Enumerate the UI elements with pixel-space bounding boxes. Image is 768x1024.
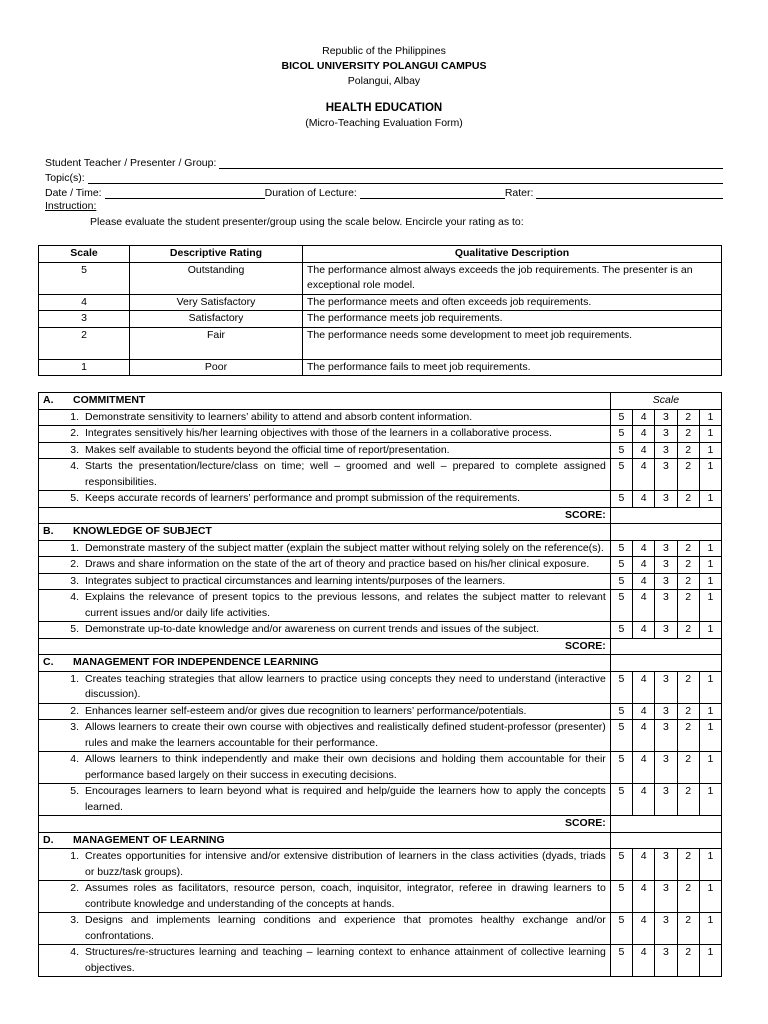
rating-option-3[interactable]: 3 (655, 671, 677, 703)
rating-option-5[interactable]: 5 (610, 573, 632, 590)
scale-row (39, 359, 722, 376)
header-location: Polangui, Albay (347, 75, 421, 87)
rating-option-1[interactable]: 1 (699, 590, 721, 622)
criterion-row (39, 913, 722, 945)
rater-field[interactable] (536, 187, 723, 199)
section-title (39, 832, 611, 849)
rating-option-2[interactable]: 2 (677, 945, 699, 977)
rating-option-2[interactable]: 2 (677, 459, 699, 491)
criterion-number: 1. (70, 541, 79, 554)
section-name: MANAGEMENT FOR INDEPENDENCE LEARNING (73, 656, 319, 668)
student-teacher-label: Student Teacher / Presenter / Group: (45, 157, 217, 169)
rating-option-1[interactable]: 1 (699, 752, 721, 784)
rating-option-4[interactable]: 4 (633, 703, 655, 720)
scale-value: 4 (39, 294, 130, 311)
rating-option-5[interactable]: 5 (610, 752, 632, 784)
form-title: HEALTH EDUCATION (325, 102, 443, 114)
rating-option-4[interactable]: 4 (633, 622, 655, 639)
criterion-description: Draws and share information on the state of the art of theory and practice based on his/her clinical exposure. (85, 558, 590, 570)
section-header-blank (610, 524, 721, 541)
criterion-row (39, 881, 722, 913)
rating-option-4[interactable]: 4 (633, 849, 655, 881)
criterion-number: 3. (70, 914, 79, 926)
section-header-row (39, 655, 722, 672)
rating-col-header: Descriptive Rating (130, 246, 303, 263)
date-time-label: Date / Time: (45, 187, 102, 199)
rating-option-3[interactable]: 3 (655, 459, 677, 491)
instruction-label: Instruction: (45, 200, 97, 212)
criterion-description: Allows learners to create their own course with objectives and realistically defined student-professor (presenter) rules and make the learners accountable for their performance. (85, 721, 606, 749)
scale-rating: Satisfactory (130, 311, 303, 328)
criterion-description: Integrates sensitively his/her learning objectives with those of the learners in a collaborative process. (85, 427, 552, 439)
duration-label: Duration of Lecture: (264, 187, 357, 199)
header-republic: Republic of the Philippines (322, 45, 446, 57)
rating-option-2[interactable]: 2 (677, 752, 699, 784)
section-header-row (39, 832, 722, 849)
criterion-number: 5. (70, 785, 79, 797)
criterion-row (39, 491, 722, 508)
rating-option-4[interactable]: 4 (633, 442, 655, 459)
criterion-description: Demonstrate sensitivity to learners’ ability to attend and absorb content information. (85, 410, 473, 423)
criterion-text (39, 671, 611, 703)
criterion-description: Structures/re-structures learning and teaching – learning context to enhance attainment of collective learning objectives. (85, 946, 606, 974)
section-letter: B. (43, 525, 54, 537)
score-label: SCORE: (39, 638, 611, 655)
scale-col-header: Scale (39, 246, 130, 263)
rating-option-3[interactable]: 3 (655, 849, 677, 881)
criterion-number: 2. (70, 558, 79, 570)
rating-option-3[interactable]: 3 (655, 426, 677, 443)
criterion-row (39, 945, 722, 977)
rating-option-2[interactable]: 2 (677, 784, 699, 816)
rating-option-1[interactable]: 1 (699, 557, 721, 574)
criterion-row (39, 409, 722, 426)
rating-option-2[interactable]: 2 (677, 491, 699, 508)
scale-description: The performance fails to meet job requirements. (303, 359, 722, 376)
rating-option-4[interactable]: 4 (633, 590, 655, 622)
scale-description: The performance meets job requirements. (303, 311, 722, 328)
criterion-number: 2. (70, 704, 79, 717)
criterion-row (39, 459, 722, 491)
header-university: BICOL UNIVERSITY POLANGUI CAMPUS (281, 60, 487, 72)
section-letter: A. (43, 394, 54, 406)
rating-option-2[interactable]: 2 (677, 622, 699, 639)
duration-field[interactable] (360, 187, 505, 199)
rating-option-5[interactable]: 5 (610, 720, 632, 752)
criterion-text (39, 784, 611, 816)
rating-option-5[interactable]: 5 (610, 784, 632, 816)
section-letter: D. (43, 833, 54, 846)
criterion-description: Demonstrate mastery of the subject matter (explain the subject matter without relying solely on the reference(s). (85, 541, 604, 554)
rating-option-4[interactable]: 4 (633, 913, 655, 945)
section-title (39, 524, 611, 541)
rating-option-4[interactable]: 4 (633, 784, 655, 816)
criterion-number: 3. (70, 574, 79, 587)
rating-option-1[interactable]: 1 (699, 849, 721, 881)
topics-label: Topic(s): (45, 172, 85, 184)
criterion-text (39, 945, 611, 977)
rating-option-3[interactable]: 3 (655, 590, 677, 622)
rating-option-4[interactable]: 4 (633, 573, 655, 590)
scale-header: Scale (610, 393, 721, 410)
criterion-row (39, 622, 722, 639)
criterion-row (39, 442, 722, 459)
criterion-text (39, 426, 611, 443)
criterion-text (39, 590, 611, 622)
rating-option-5[interactable]: 5 (610, 590, 632, 622)
scale-value: 1 (39, 359, 130, 376)
rating-option-5[interactable]: 5 (610, 426, 632, 443)
rating-option-2[interactable]: 2 (677, 881, 699, 913)
criterion-number: 4. (70, 460, 79, 472)
criterion-row (39, 540, 722, 557)
scale-value: 3 (39, 311, 130, 328)
scale-row (39, 262, 722, 294)
rating-option-2[interactable]: 2 (677, 703, 699, 720)
rating-option-4[interactable]: 4 (633, 540, 655, 557)
rating-option-4[interactable]: 4 (633, 409, 655, 426)
criterion-text (39, 442, 611, 459)
criterion-text (39, 459, 611, 491)
rating-option-4[interactable]: 4 (633, 557, 655, 574)
criterion-row (39, 573, 722, 590)
score-field[interactable] (610, 816, 721, 833)
rating-option-3[interactable]: 3 (655, 720, 677, 752)
rating-option-4[interactable]: 4 (633, 881, 655, 913)
section-header-blank (610, 832, 721, 849)
criterion-description: Allows learners to think independently and make their own decisions and holding them accountable for their performance based largely on their success in executing decisions. (85, 753, 606, 781)
criterion-number: 2. (70, 427, 79, 439)
criterion-description: Keeps accurate records of learners’ performance and prompt submission of the requirements. (85, 492, 520, 504)
scale-value: 5 (39, 262, 130, 294)
rating-option-1[interactable]: 1 (699, 784, 721, 816)
criterion-number: 1. (70, 410, 79, 423)
criterion-number: 5. (70, 492, 79, 504)
criterion-description: Integrates subject to practical circumstances and learning intents/purposes of the learners. (85, 574, 506, 587)
criterion-number: 4. (70, 753, 79, 765)
criterion-description: Demonstrate up-to-date knowledge and/or awareness on current trends and issues of the subject. (85, 623, 540, 635)
criterion-text (39, 913, 611, 945)
scale-description: The performance needs some development to meet job requirements. (303, 327, 722, 359)
scale-rating: Fair (130, 327, 303, 359)
rating-option-4[interactable]: 4 (633, 426, 655, 443)
rating-option-1[interactable]: 1 (699, 945, 721, 977)
criterion-row (39, 849, 722, 881)
scale-description: The performance meets and often exceeds job requirements. (303, 294, 722, 311)
instruction-text: Please evaluate the student presenter/group using the scale below. Encircle your rating as to: (90, 216, 524, 228)
topics-field[interactable] (88, 172, 723, 184)
criterion-number: 4. (70, 591, 79, 603)
rating-option-1[interactable]: 1 (699, 622, 721, 639)
section-title (39, 655, 611, 672)
criterion-text (39, 703, 611, 720)
criterion-description: Encourages learners to learn beyond what is required and help/guide the learners how to apply the concepts learned. (85, 785, 606, 813)
rating-option-2[interactable]: 2 (677, 409, 699, 426)
criterion-description: Creates teaching strategies that allow learners to practice using concepts they need to understand (interactive discussion). (85, 672, 606, 700)
rating-option-1[interactable]: 1 (699, 442, 721, 459)
rating-option-5[interactable]: 5 (610, 703, 632, 720)
criterion-text (39, 849, 611, 881)
criterion-description: Explains the relevance of present topics to the previous lessons, and relates the subject matter to relevant current issues and/or daily life activities. (85, 591, 606, 619)
section-header-blank (610, 655, 721, 672)
rating-option-2[interactable]: 2 (677, 540, 699, 557)
criterion-text (39, 557, 611, 574)
criterion-description: Starts the presentation/lecture/class on time; well – groomed and well – prepared to complete assigned responsibilities. (85, 460, 606, 488)
criterion-description: Designs and implements learning conditions and experience that promotes healthy exchange and/or confrontations. (85, 914, 606, 942)
criterion-text (39, 622, 611, 639)
criterion-row (39, 784, 722, 816)
rating-option-1[interactable]: 1 (699, 409, 721, 426)
rating-option-1[interactable]: 1 (699, 671, 721, 703)
criterion-text (39, 752, 611, 784)
criterion-description: Enhances learner self-esteem and/or gives due recognition to learners’ performance/potentials. (85, 704, 527, 717)
rating-option-3[interactable]: 3 (655, 881, 677, 913)
score-label: SCORE: (39, 507, 611, 524)
rating-option-3[interactable]: 3 (655, 557, 677, 574)
rating-option-3[interactable]: 3 (655, 913, 677, 945)
rating-option-5[interactable]: 5 (610, 622, 632, 639)
scale-row (39, 311, 722, 328)
criterion-number: 1. (70, 850, 79, 862)
criterion-text (39, 540, 611, 557)
rating-option-5[interactable]: 5 (610, 442, 632, 459)
rating-option-3[interactable]: 3 (655, 491, 677, 508)
rater-label: Rater: (504, 187, 534, 199)
section-name: MANAGEMENT OF LEARNING (73, 833, 225, 846)
section-header-row (39, 393, 722, 410)
rating-option-2[interactable]: 2 (677, 913, 699, 945)
scale-value: 2 (39, 327, 130, 359)
rating-option-1[interactable]: 1 (699, 540, 721, 557)
rating-option-5[interactable]: 5 (610, 491, 632, 508)
criterion-text (39, 573, 611, 590)
rating-option-3[interactable]: 3 (655, 945, 677, 977)
score-label: SCORE: (39, 816, 611, 833)
criterion-number: 3. (70, 721, 79, 733)
rating-option-5[interactable]: 5 (610, 945, 632, 977)
rating-option-1[interactable]: 1 (699, 703, 721, 720)
rating-option-5[interactable]: 5 (610, 913, 632, 945)
criterion-number: 5. (70, 623, 79, 635)
score-field[interactable] (610, 638, 721, 655)
criterion-description: Creates opportunities for intensive and/or extensive distribution of learners in the class activities (dyads, triads or buzz/task groups). (85, 850, 606, 878)
rating-option-4[interactable]: 4 (633, 752, 655, 784)
rating-option-2[interactable]: 2 (677, 590, 699, 622)
criterion-text (39, 720, 611, 752)
criterion-row (39, 671, 722, 703)
rating-option-4[interactable]: 4 (633, 459, 655, 491)
scale-rating: Very Satisfactory (130, 294, 303, 311)
criterion-row (39, 557, 722, 574)
score-field[interactable] (610, 507, 721, 524)
criterion-text (39, 491, 611, 508)
rating-option-3[interactable]: 3 (655, 540, 677, 557)
rating-option-2[interactable]: 2 (677, 849, 699, 881)
rating-option-4[interactable]: 4 (633, 671, 655, 703)
scale-table (38, 245, 722, 376)
criterion-text (39, 881, 611, 913)
rating-option-1[interactable]: 1 (699, 881, 721, 913)
criterion-number: 4. (70, 946, 79, 958)
rating-option-1[interactable]: 1 (699, 720, 721, 752)
rating-option-1[interactable]: 1 (699, 573, 721, 590)
criterion-description: Makes self available to students beyond the official time of report/presentation. (85, 443, 450, 456)
section-letter: C. (43, 656, 54, 668)
rating-option-4[interactable]: 4 (633, 491, 655, 508)
scale-rating: Outstanding (130, 262, 303, 294)
score-row (39, 638, 722, 655)
rating-option-1[interactable]: 1 (699, 491, 721, 508)
rating-option-5[interactable]: 5 (610, 557, 632, 574)
rating-option-4[interactable]: 4 (633, 945, 655, 977)
rating-option-2[interactable]: 2 (677, 426, 699, 443)
criterion-row (39, 703, 722, 720)
scale-description: The performance almost always exceeds the job requirements. The presenter is an exceptional role model. (303, 262, 722, 294)
rating-option-5[interactable]: 5 (610, 540, 632, 557)
criterion-text (39, 409, 611, 426)
scale-row (39, 327, 722, 359)
rating-option-5[interactable]: 5 (610, 671, 632, 703)
rating-option-3[interactable]: 3 (655, 442, 677, 459)
rating-option-5[interactable]: 5 (610, 409, 632, 426)
criterion-number: 2. (70, 882, 79, 894)
rating-option-2[interactable]: 2 (677, 671, 699, 703)
rating-option-3[interactable]: 3 (655, 703, 677, 720)
section-name: KNOWLEDGE OF SUBJECT (73, 525, 212, 537)
rating-option-3[interactable]: 3 (655, 784, 677, 816)
rating-option-2[interactable]: 2 (677, 557, 699, 574)
description-col-header: Qualitative Description (303, 246, 722, 263)
criterion-row (39, 590, 722, 622)
criterion-row (39, 752, 722, 784)
section-header-row (39, 524, 722, 541)
form-subtitle: (Micro-Teaching Evaluation Form) (305, 117, 463, 129)
rating-option-4[interactable]: 4 (633, 720, 655, 752)
rating-option-2[interactable]: 2 (677, 573, 699, 590)
student-teacher-field[interactable] (219, 157, 723, 169)
rating-option-3[interactable]: 3 (655, 622, 677, 639)
section-title (39, 393, 611, 410)
criterion-number: 3. (70, 443, 79, 456)
rating-option-5[interactable]: 5 (610, 881, 632, 913)
criterion-number: 1. (70, 672, 79, 685)
scale-row (39, 294, 722, 311)
rating-option-3[interactable]: 3 (655, 409, 677, 426)
rating-option-1[interactable]: 1 (699, 459, 721, 491)
scale-rating: Poor (130, 359, 303, 376)
rating-option-1[interactable]: 1 (699, 426, 721, 443)
evaluation-table (38, 392, 722, 977)
date-time-field[interactable] (105, 187, 265, 199)
rating-option-5[interactable]: 5 (610, 849, 632, 881)
criterion-row (39, 426, 722, 443)
rating-option-5[interactable]: 5 (610, 459, 632, 491)
score-row (39, 507, 722, 524)
rating-option-2[interactable]: 2 (677, 720, 699, 752)
rating-option-2[interactable]: 2 (677, 442, 699, 459)
form-fields (45, 154, 723, 214)
section-name: COMMITMENT (73, 394, 146, 406)
rating-option-3[interactable]: 3 (655, 573, 677, 590)
score-row (39, 816, 722, 833)
criterion-row (39, 720, 722, 752)
rating-option-3[interactable]: 3 (655, 752, 677, 784)
criterion-description: Assumes roles as facilitators, resource person, coach, inquisitor, integrator, referee in drawing learners to contribute knowledge and understanding of the concepts at hands. (85, 882, 606, 910)
form-header (0, 0, 768, 131)
rating-option-1[interactable]: 1 (699, 913, 721, 945)
